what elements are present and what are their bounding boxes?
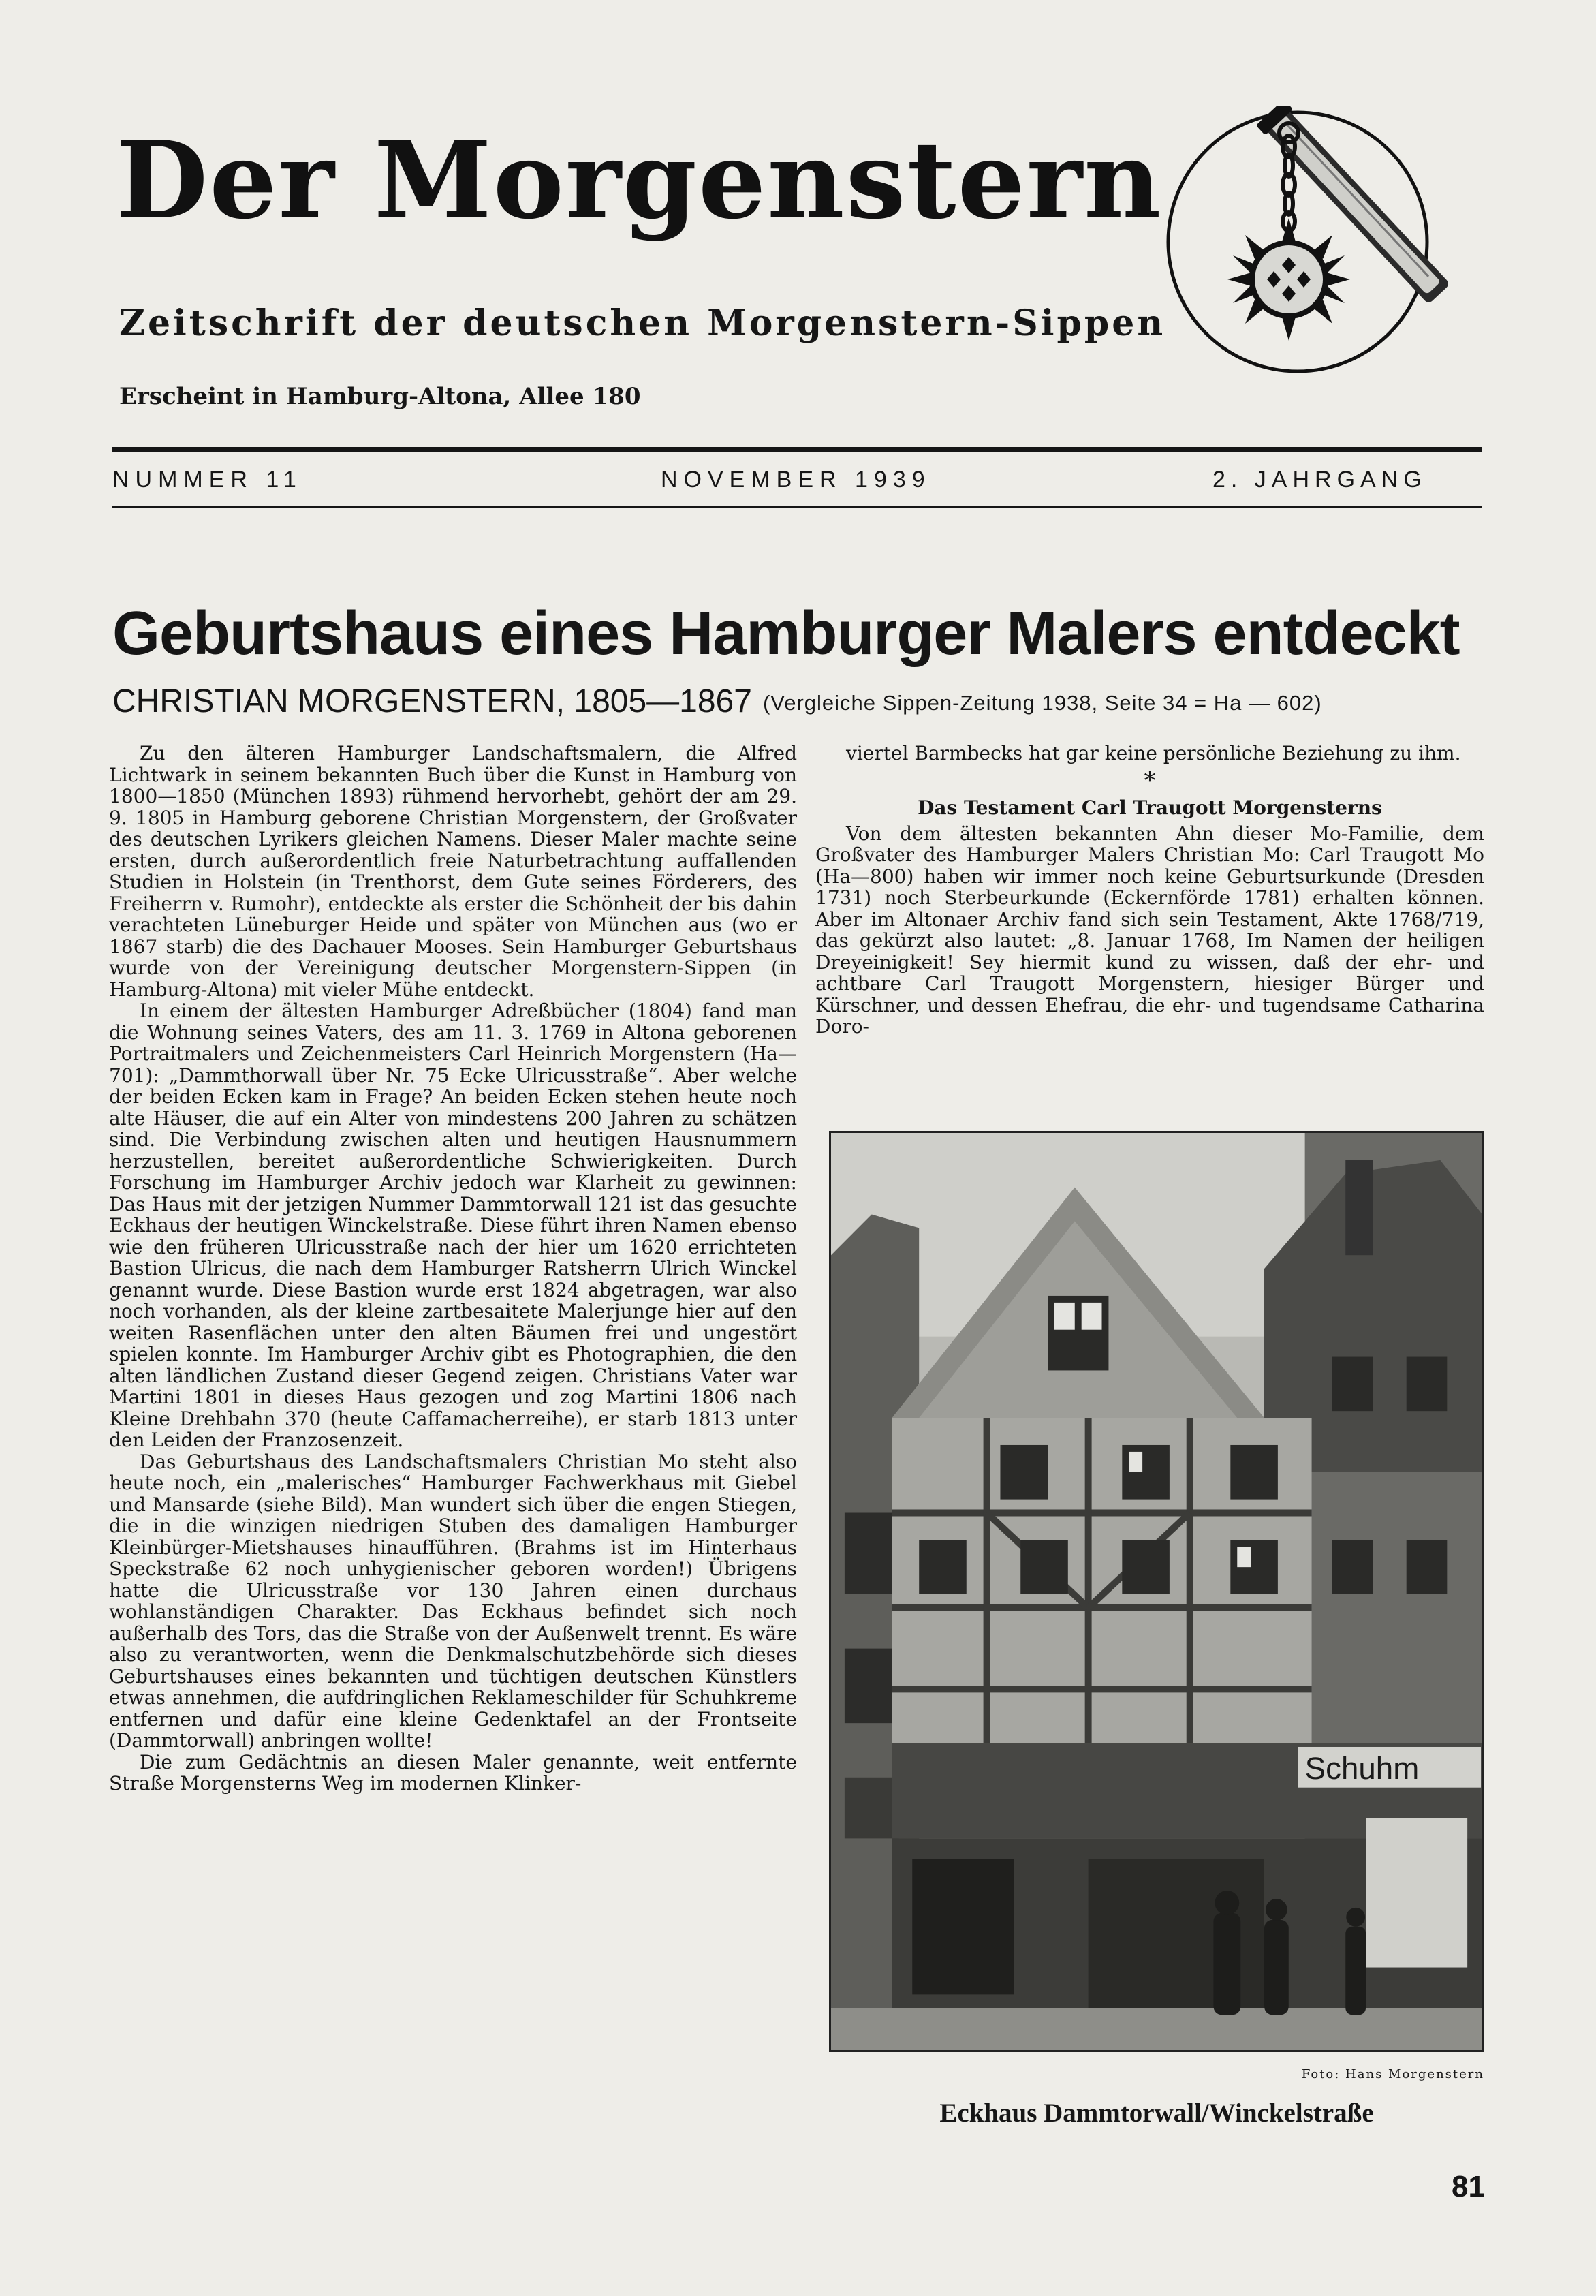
subhead-reference: (Vergleiche Sippen-Zeitung 1938, Seite 34 = Ha — 602): [762, 691, 1322, 715]
issue-date: NOVEMBER 1939: [661, 467, 931, 493]
masthead-subtitle: Zeitschrift der deutschen Morgenstern-Sippen: [119, 302, 1166, 344]
masthead-title: Der Morgenstern: [116, 118, 1163, 243]
paragraph: Das Geburtshaus des Landschaftsmalers Christian Mo steht also heute noch, ein „malerisches“ Hamburger Fachwerkhaus mit Giebel und Mansarde (siehe Bild). Man wundert sich über die engen Stiegen, die in die winzigen niedrigen Stuben des damaligen Hamburger Kleinbürger-Mietshauses hinaufführen. (Brahms ist im Hinterhaus Speckstraße 62 noch unhygienischer geboren worden!) Übrigens hatte die Ulricusstraße vor 130 Jahren einen durchaus wohlanständigen Charakter. Das Eckhaus befindet sich noch außerhalb des Tors, das die Straße von der Außenwelt trennt. Es wäre also zu verantworten, wenn die Denkmalschutzbehörde sich dieses Geburtshauses eines bekannten und tüchtigen deutschen Künstlers etwas annehmen, die aufdringlichen Reklameschilder für Schuhkreme entfernen und dafür eine kleine Gedenktafel an der Frontseite (Dammtorwall) anbringen wollte!: [109, 1450, 797, 1752]
article-subhead: [112, 681, 1482, 724]
page-number: 81: [1452, 2170, 1485, 2203]
issue-number: NUMMER 11: [112, 467, 302, 493]
morning-star-flail-icon: [1117, 106, 1478, 378]
photo-caption: Eckhaus Dammtorwall/Winckelstraße: [939, 2098, 1374, 2128]
paragraph: In einem der ältesten Hamburger Adreßbücher (1804) fand man die Wohnung seines Vaters, des am 11. 3. 1769 in Altona geborenen Portraitmalers und Zeichenmeisters Carl Heinrich Morgenstern (Ha—701): „Dammthorwall über Nr. 75 Ecke Ulricusstraße“. Aber welche der beiden Ecken kam in Frage? An beiden Ecken stehen heute noch alte Häuser, die auf ein Alter von mindestens 200 Jahren zu schätzen sind. Die Verbindung zwischen alten und heutigen Hausnummern herzustellen, bereitet außerordentliche Schwierigkeiten. Durch Forschung im Hamburger Archiv jedoch war Klarheit zu gewinnen: Das Haus mit der jetzigen Nummer Dammtorwall 121 ist das gesuchte Eckhaus der heutigen Winckelstraße. Diese führt ihren Namen ebenso wie den früheren Ulricusstraße nach der hier um 1620 errichteten Bastion Ulricus, die nach dem Hamburger Ratsherrn Ulrich Winckel genannt wurde. Diese Bastion wurde erst 1824 abgetragen, war also noch vorhanden, als der kleine zartbesaitete Malerjunge hier auf den weiten Rasenflächen unter den alten Bäumen frei und ungestört spielen konnte. Im Hamburger Archiv gibt es Photographien, die den alten ländlichen Zustand dieser Gegend zeigen. Christians Vater war Martini 1801 in dieses Haus gezogen und zog Martini 1806 nach Kleine Drehbahn 370 (heute Caffamacherreihe), er starb 1813 unter den Leiden der Franzosenzeit.: [109, 999, 797, 1451]
subhead-name: CHRISTIAN MORGENSTERN, 1805—1867: [112, 683, 752, 719]
section-divider: *: [1144, 766, 1156, 794]
section-title: Das Testament Carl Traugott Morgensterns: [918, 796, 1382, 819]
right-column: [815, 743, 1484, 1038]
article-headline: Geburtshaus eines Hamburger Malers entdeckt: [112, 600, 1460, 668]
masthead-address: Erscheint in Hamburg-Altona, Allee 180: [119, 383, 641, 410]
left-column: [109, 743, 797, 1795]
paragraph: Von dem ältesten bekannten Ahn dieser Mo-Familie, dem Großvater des Hamburger Malers Christian Mo: Carl Traugott Mo (Ha—800) haben wir immer noch keine Geburtsurkunde (Dresden 1731) noch Sterbeurkunde (Eckernförde 1781) erhalten können. Aber im Altonaer Archiv fand sich sein Testament, Akte 1768/719, das gekürzt also lautet: „8. Januar 1768, Im Namen der heiligen Dreyeinigkeit! Sey hiermit kund zu wissen, daß der ehr- und achtbare Carl Traugott Morgenstern, hiesiger Bürger und Kürschner, und dessen Ehefrau, die ehr- und tugendsame Catharina Doro-: [815, 822, 1484, 1038]
bottom-rule: [112, 506, 1482, 508]
top-rule: [112, 447, 1482, 452]
shop-sign: Schuhm: [1304, 1750, 1420, 1786]
photo-credit: Foto: Hans Morgenstern: [1301, 2067, 1484, 2081]
paragraph: Die zum Gedächtnis an diesen Maler genannte, weit entfernte Straße Morgensterns Weg im modernen Klinker-: [109, 1750, 797, 1795]
issue-volume: 2. JAHRGANG: [1212, 467, 1427, 493]
house-photo: [829, 1131, 1484, 2052]
paragraph: Zu den älteren Hamburger Landschaftsmalern, die Alfred Lichtwark in seinem bekannten Buch über die Kunst in Hamburg von 1800—1850 (München 1893) rühmend hervorhebt, gehört der am 29. 9. 1805 in Hamburg geborene Christian Morgenstern, der Großvater des deutschen Lyrikers gleichen Namens. Dieser Maler machte seine ersten, durch außerordentlich freie Naturbetrachtung auffallenden Studien in Holstein (in Trenthorst, dem Gute seines Förderers, des Freiherrn v. Rumohr), entdeckte als erster die Schönheit der bis dahin verachteten Lüneburger Heide und später von München aus (wo er 1867 starb) die des Dachauer Mooses. Sein Hamburger Geburtshaus wurde von der Vereinigung deutscher Morgenstern-Sippen (in Hamburg-Altona) mit vieler Mühe entdeckt.: [109, 742, 797, 1001]
paragraph: viertel Barmbecks hat gar keine persönliche Beziehung zu ihm.: [846, 742, 1461, 764]
